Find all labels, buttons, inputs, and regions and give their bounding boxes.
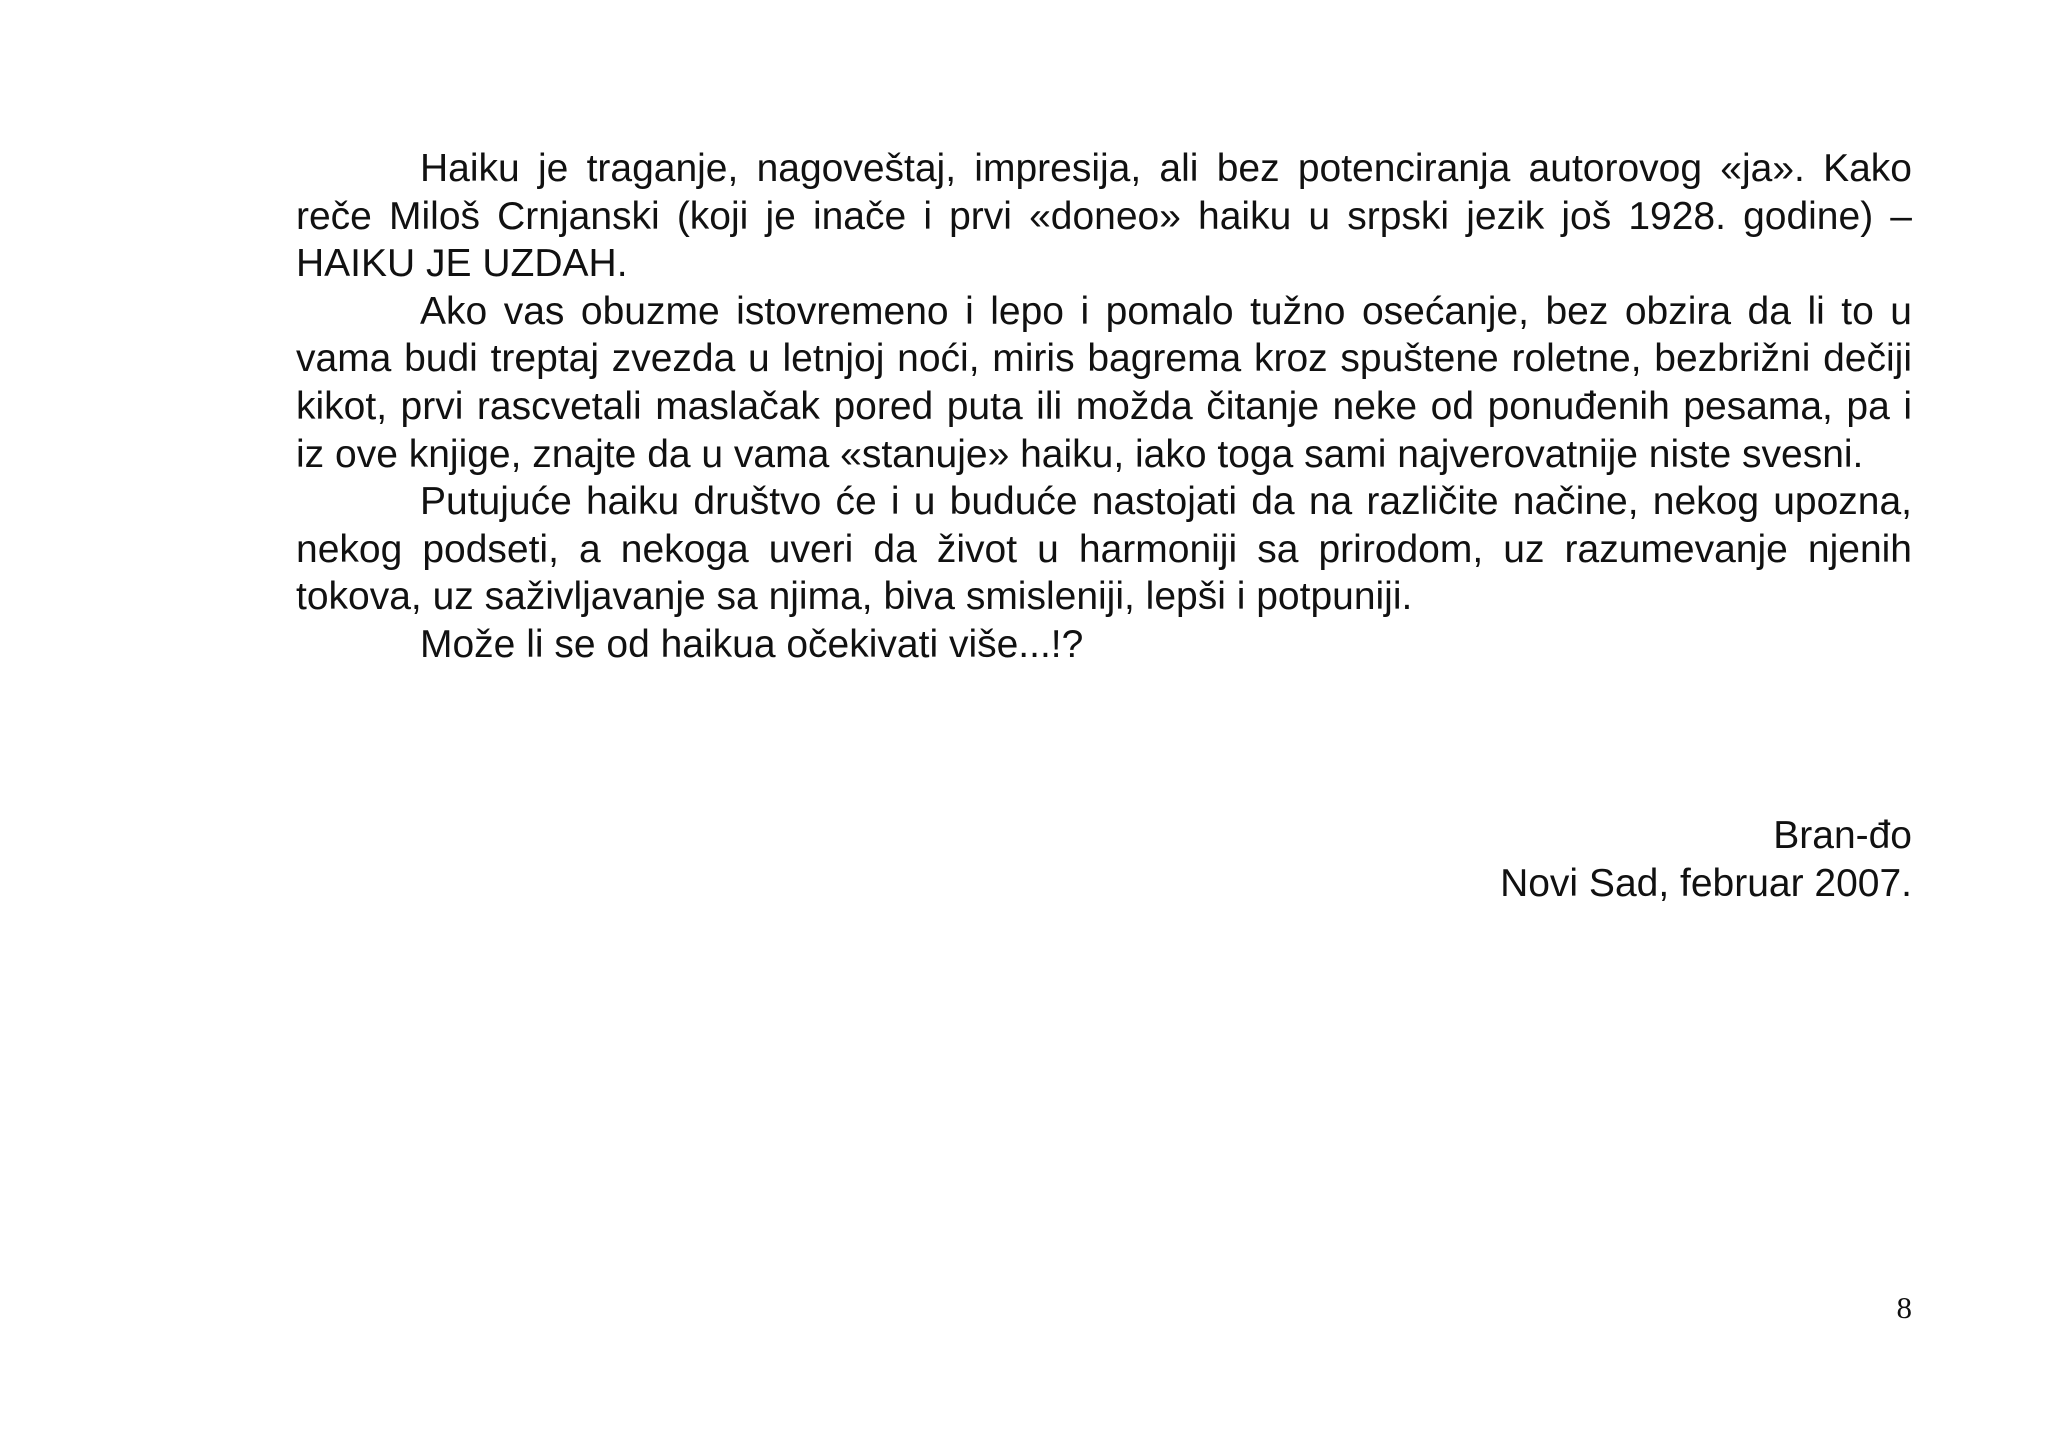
paragraph-2: Ako vas obuzme istovremeno i lepo i pomalo tužno osećanje, bez obzira da li to u vama budi treptaj zvezda u letnjoj noći, miris bagrema kroz spuštene roletne, bezbrižni dečiji kikot, prvi rascvetali maslačak pored puta ili možda čitanje neke od ponuđenih pesama, pa i iz ove knjige, znajte da u vama «stanuje» haiku, iako toga sami najverovatnije niste svesni. <box>296 289 1912 476</box>
body-text <box>296 145 1912 669</box>
paragraph-3: Putujuće haiku društvo će i u buduće nastojati da na različite načine, nekog upozna, nekog podseti, a nekoga uveri da život u harmoniji sa prirodom, uz razumevanje njenih tokova, uz saživljavanje sa njima, biva smisleniji, lepši i potpuniji. <box>296 480 1912 619</box>
paragraph-4: Može li se od haikua očekivati više...!? <box>420 622 1084 666</box>
signature-place-date: Novi Sad, februar 2007. <box>1500 862 1912 905</box>
page-number: 8 <box>1896 1290 1912 1325</box>
paragraph-1: Haiku je traganje, nagoveštaj, impresija, ali bez potenciranja autorovog «ja». Kako reče Miloš Crnjanski (koji je inače i prvi «doneo» haiku u srpski jezik još 1928. godine) – HAIKU JE UZDAH. <box>296 147 1912 286</box>
signature-block <box>1500 812 1912 908</box>
signature-author: Bran-đo <box>1773 814 1912 857</box>
